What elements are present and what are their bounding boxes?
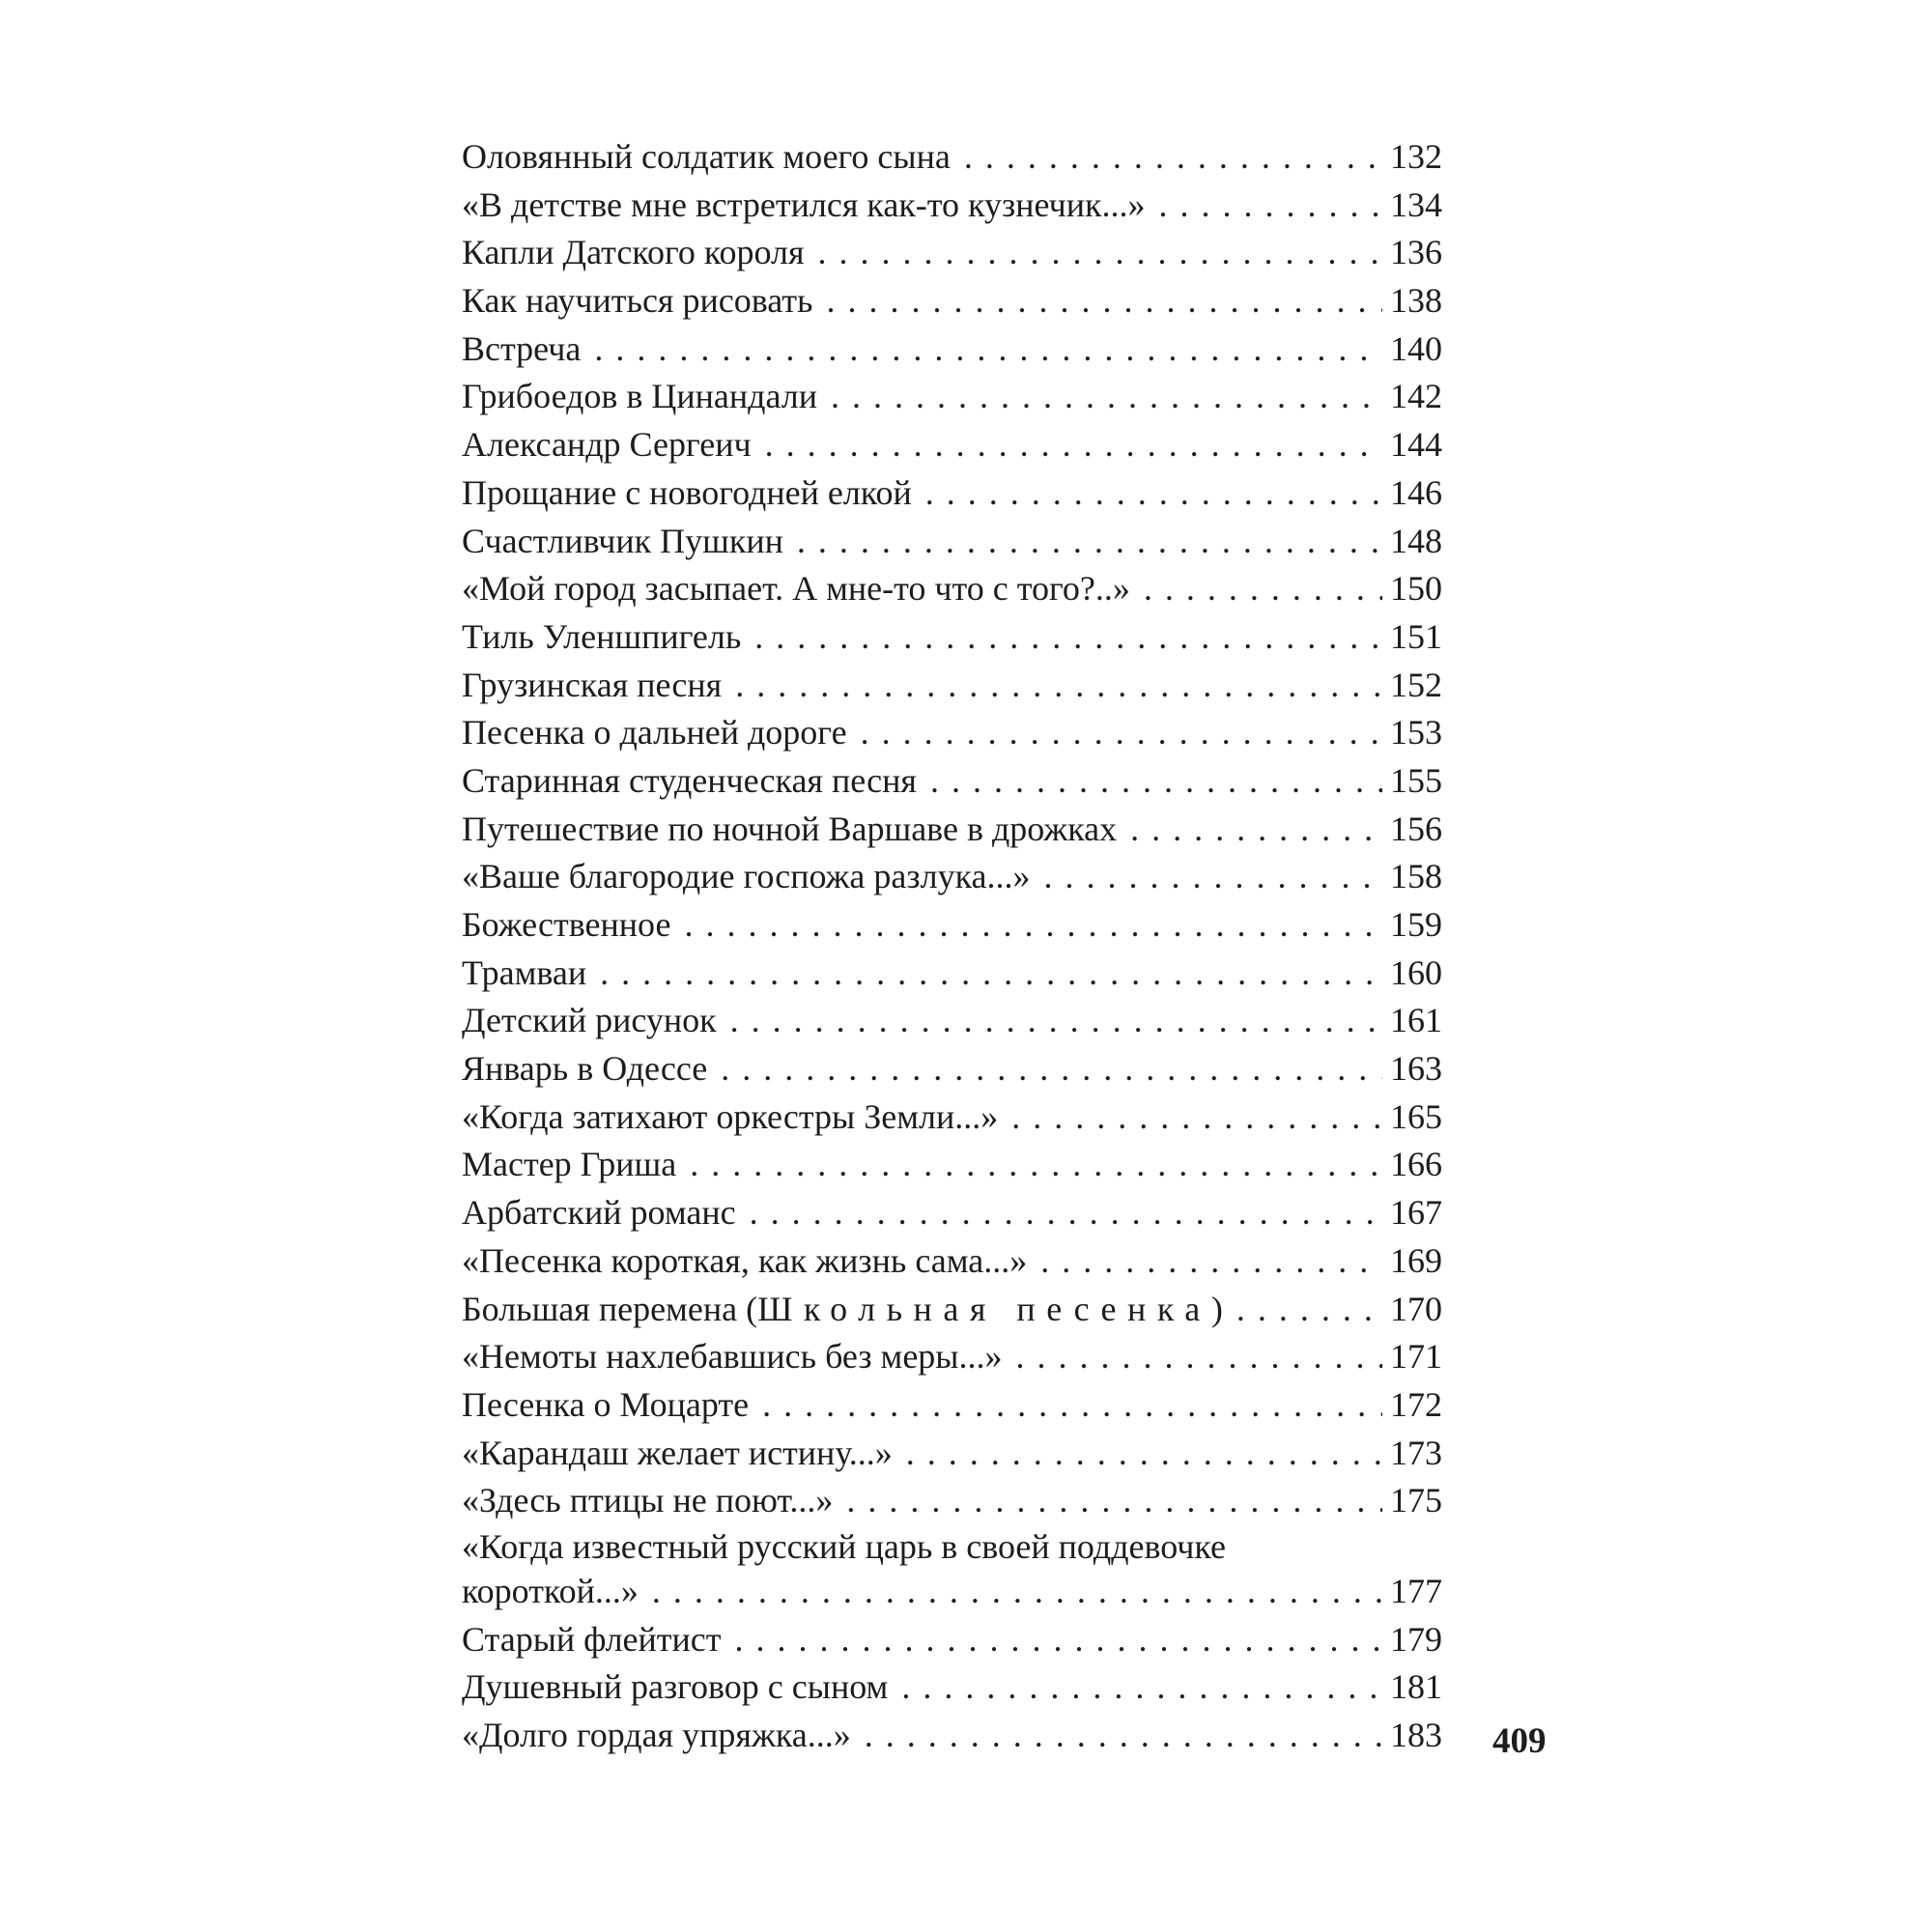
dot-leader bbox=[912, 469, 1382, 518]
toc-entry-title: Грузинская песня bbox=[462, 665, 723, 704]
dot-leader bbox=[639, 1568, 1382, 1616]
title-part: Большая перемена ( bbox=[462, 1289, 758, 1328]
toc-entry bbox=[462, 133, 1442, 182]
toc-entry-page: 171 bbox=[1390, 1337, 1442, 1377]
dot-leader bbox=[749, 1381, 1382, 1430]
toc-entry-page: 167 bbox=[1390, 1193, 1442, 1233]
dot-leader bbox=[1117, 806, 1382, 854]
toc-entry-page: 148 bbox=[1390, 521, 1442, 560]
toc-entry-title: «Немоты нахлебавшись без меры...» bbox=[462, 1337, 1003, 1377]
table-of-contents bbox=[462, 133, 1442, 1760]
toc-entry-page: 163 bbox=[1390, 1049, 1442, 1089]
toc-entry-page: 153 bbox=[1390, 713, 1442, 753]
toc-entry-page: 165 bbox=[1390, 1096, 1442, 1136]
toc-entry-page: 179 bbox=[1390, 1619, 1442, 1659]
toc-entry-title: Тиль Уленшпигель bbox=[462, 616, 742, 656]
dot-leader bbox=[752, 421, 1382, 469]
dot-leader bbox=[812, 277, 1382, 326]
toc-entry-title: Как научиться рисовать bbox=[462, 281, 813, 321]
toc-entry-title: Старый флейтист bbox=[462, 1619, 722, 1659]
dot-leader bbox=[581, 326, 1382, 374]
toc-entry bbox=[462, 229, 1442, 277]
dot-leader bbox=[817, 373, 1382, 421]
toc-entry bbox=[462, 565, 1442, 613]
toc-entry-page: 173 bbox=[1390, 1433, 1442, 1472]
toc-entry-page: 150 bbox=[1390, 569, 1442, 609]
toc-entry-title: Душевный разговор с сыном bbox=[462, 1667, 889, 1707]
toc-entry bbox=[462, 469, 1442, 518]
toc-entry-title: Песенка о дальней дороге bbox=[462, 713, 847, 753]
dot-leader bbox=[717, 997, 1382, 1045]
toc-entry bbox=[462, 1616, 1442, 1664]
toc-entry-page: 175 bbox=[1390, 1481, 1442, 1520]
dot-leader bbox=[1003, 1333, 1383, 1381]
toc-entry-title: Старинная студенческая песня bbox=[462, 760, 917, 800]
toc-entry bbox=[462, 1333, 1442, 1381]
toc-entry-page: 159 bbox=[1390, 905, 1442, 944]
toc-entry-title: «Когда известный русский царь в своей поддевочке bbox=[462, 1526, 1226, 1566]
dot-leader bbox=[722, 1616, 1383, 1664]
toc-entry-page: 142 bbox=[1390, 377, 1442, 416]
toc-entry-title: «Ваше благородие госпожа разлука...» bbox=[462, 857, 1031, 896]
dot-leader bbox=[670, 901, 1382, 950]
toc-entry-page: 132 bbox=[1390, 137, 1442, 176]
toc-entry-title: «Здесь птицы не поют...» bbox=[462, 1481, 834, 1520]
dot-leader bbox=[722, 662, 1382, 710]
toc-entry-title: Счастливчик Пушкин bbox=[462, 521, 783, 560]
toc-entry bbox=[462, 421, 1442, 469]
toc-entry-title: Детский рисунок bbox=[462, 1001, 717, 1040]
toc-entry bbox=[462, 709, 1442, 757]
toc-entry-page: 169 bbox=[1390, 1240, 1442, 1280]
toc-entry bbox=[462, 1381, 1442, 1430]
toc-entry-title: Песенка о Моцарте bbox=[462, 1384, 750, 1424]
dot-leader bbox=[851, 1712, 1382, 1760]
dot-leader bbox=[847, 709, 1382, 757]
toc-entry-page: 136 bbox=[1390, 233, 1442, 272]
toc-entry-page: 140 bbox=[1390, 328, 1442, 368]
toc-entry-title: Встреча bbox=[462, 328, 582, 368]
toc-entry bbox=[462, 1430, 1442, 1478]
toc-entry-page: 170 bbox=[1390, 1289, 1442, 1328]
toc-entry-title: «Песенка короткая, как жизнь сама...» bbox=[462, 1240, 1028, 1280]
dot-leader bbox=[805, 229, 1382, 277]
toc-entry-title: Божественное bbox=[462, 905, 671, 944]
title-part-spaced: Школьная песенка bbox=[757, 1289, 1211, 1328]
toc-entry-title: Путешествие по ночной Варшаве в дрожках bbox=[462, 809, 1118, 848]
toc-entry-page: 160 bbox=[1390, 952, 1442, 992]
toc-entry-title: Прощание с новогодней елкой bbox=[462, 472, 912, 512]
toc-entry bbox=[462, 518, 1442, 566]
toc-entry bbox=[462, 997, 1442, 1045]
dot-leader bbox=[676, 1141, 1382, 1189]
toc-entry-page: 177 bbox=[1390, 1571, 1442, 1610]
toc-entry-page: 155 bbox=[1390, 760, 1442, 800]
toc-entry-title: «В детстве мне встретился как-то кузнечик...» bbox=[462, 185, 1146, 224]
toc-entry-title: «Когда затихают оркестры Земли...» bbox=[462, 1096, 999, 1136]
dot-leader bbox=[586, 950, 1382, 998]
toc-entry-page: 161 bbox=[1390, 1001, 1442, 1040]
toc-entry-title: Капли Датского короля bbox=[462, 233, 805, 272]
toc-entry-page: 172 bbox=[1390, 1384, 1442, 1424]
toc-entry bbox=[462, 901, 1442, 950]
dot-leader bbox=[783, 518, 1382, 566]
dot-leader bbox=[1223, 1286, 1382, 1334]
toc-entry-page: 152 bbox=[1390, 665, 1442, 704]
toc-entry-page: 144 bbox=[1390, 425, 1442, 465]
title-part: ) bbox=[1210, 1289, 1223, 1328]
toc-entry-title bbox=[462, 1286, 1223, 1334]
toc-entry-page: 156 bbox=[1390, 809, 1442, 848]
toc-entry-title: «Карандаш желает истину...» bbox=[462, 1433, 893, 1472]
toc-entry-title: короткой...» bbox=[462, 1571, 639, 1610]
toc-entry-page: 183 bbox=[1390, 1716, 1442, 1754]
toc-entry-title: «Мой город засыпает. А мне-то что с того?..» bbox=[462, 569, 1130, 609]
toc-entry bbox=[462, 1663, 1442, 1712]
toc-entry bbox=[462, 613, 1442, 662]
toc-entry bbox=[462, 1189, 1442, 1237]
toc-entry bbox=[462, 1712, 1442, 1760]
dot-leader bbox=[998, 1094, 1382, 1142]
toc-entry-title: Январь в Одессе bbox=[462, 1049, 708, 1089]
dot-leader bbox=[736, 1189, 1382, 1237]
toc-entry bbox=[462, 853, 1442, 901]
toc-entry-title: Мастер Гриша bbox=[462, 1145, 677, 1184]
toc-entry bbox=[462, 1525, 1442, 1616]
dot-leader bbox=[741, 613, 1382, 662]
toc-entry bbox=[462, 950, 1442, 998]
toc-entry-page: 166 bbox=[1390, 1145, 1442, 1184]
toc-entry bbox=[462, 182, 1442, 230]
toc-entry-page: 134 bbox=[1390, 185, 1442, 224]
toc-entry bbox=[462, 1141, 1442, 1189]
toc-entry-page: 138 bbox=[1390, 281, 1442, 321]
toc-entry-title: Трамваи bbox=[462, 952, 587, 992]
toc-entry bbox=[462, 1094, 1442, 1142]
toc-entry-title: Александр Сергеич bbox=[462, 425, 752, 465]
dot-leader bbox=[1027, 1237, 1382, 1286]
toc-entry-title: Грибоедов в Цинандали bbox=[462, 377, 817, 416]
toc-entry bbox=[462, 1045, 1442, 1094]
dot-leader bbox=[917, 757, 1382, 806]
toc-entry-page: 181 bbox=[1390, 1667, 1442, 1707]
toc-entry bbox=[462, 757, 1442, 806]
toc-entry-title: Арбатский романс bbox=[462, 1193, 736, 1233]
dot-leader bbox=[888, 1663, 1382, 1712]
page-number: 409 bbox=[1492, 1721, 1547, 1761]
dot-leader bbox=[707, 1045, 1382, 1094]
toc-entry-page: 158 bbox=[1390, 857, 1442, 896]
dot-leader bbox=[951, 133, 1382, 182]
toc-entry bbox=[462, 1237, 1442, 1286]
toc-entry bbox=[462, 373, 1442, 421]
toc-entry-page: 146 bbox=[1390, 472, 1442, 512]
toc-entry bbox=[462, 662, 1442, 710]
dot-leader bbox=[1145, 182, 1382, 230]
toc-entry-continuation bbox=[462, 1568, 1442, 1616]
dot-leader bbox=[1031, 853, 1383, 901]
dot-leader bbox=[833, 1477, 1382, 1525]
dot-leader bbox=[893, 1430, 1382, 1478]
toc-entry-title: Оловянный солдатик моего сына bbox=[462, 137, 951, 176]
toc-entry bbox=[462, 1477, 1442, 1525]
toc-entry-title: «Долго гордая упряжка...» bbox=[462, 1716, 851, 1754]
toc-entry bbox=[462, 326, 1442, 374]
toc-entry bbox=[462, 277, 1442, 326]
toc-entry bbox=[462, 806, 1442, 854]
dot-leader bbox=[1130, 565, 1382, 613]
toc-entry bbox=[462, 1286, 1442, 1334]
toc-entry-page: 151 bbox=[1390, 616, 1442, 656]
